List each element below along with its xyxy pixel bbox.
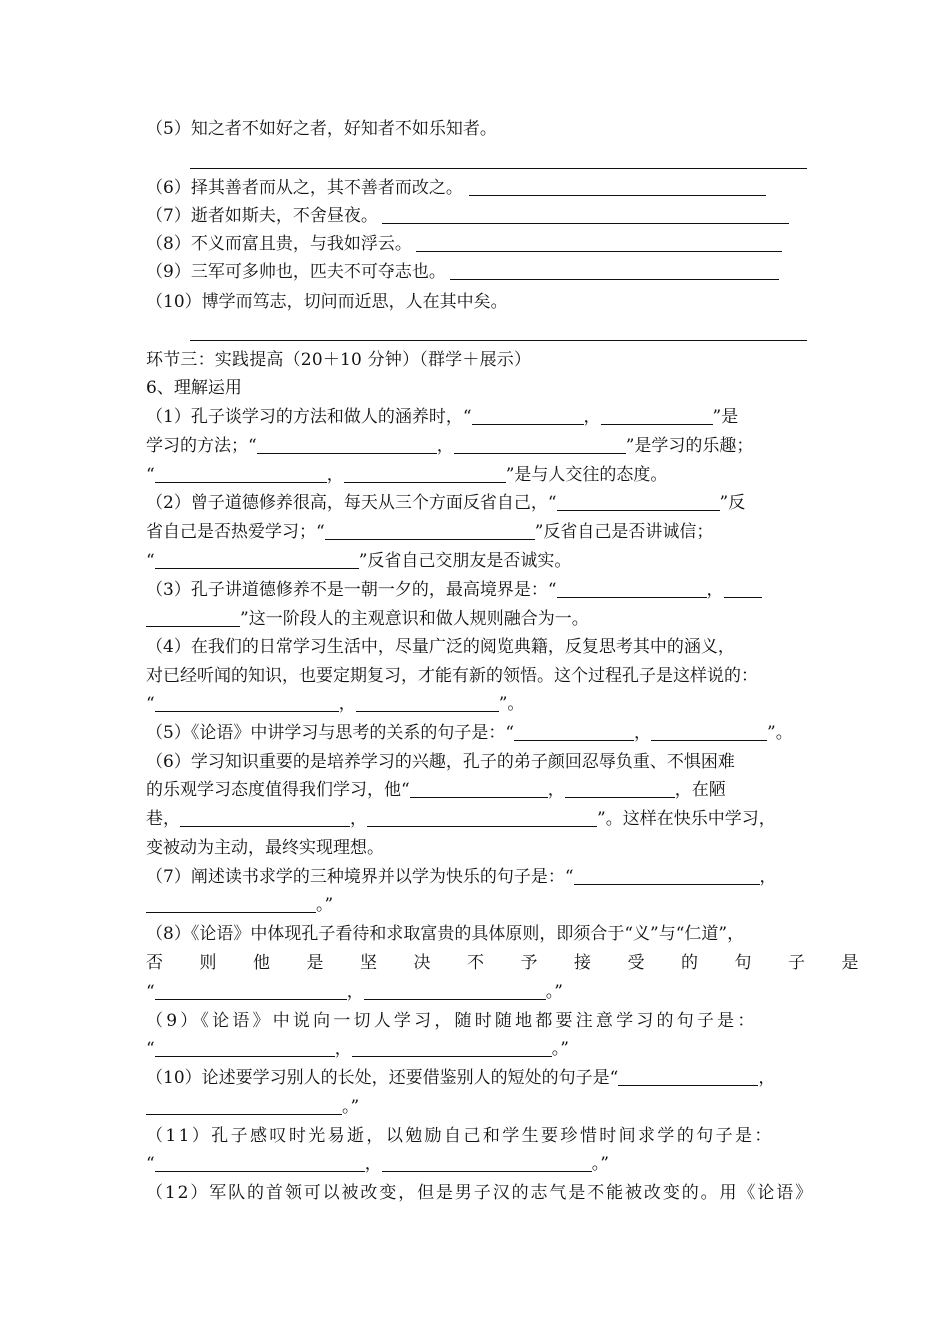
q7-blank-1[interactable] xyxy=(574,867,760,885)
q8-text-b: 否则他是坚决不予接受的句子是 xyxy=(146,953,895,973)
q8-blank-1[interactable] xyxy=(155,982,347,1000)
q5-blank-2[interactable] xyxy=(651,723,767,741)
q3-blank-2a[interactable] xyxy=(724,580,762,598)
q6-text-f: ， xyxy=(350,809,367,829)
q10-text-a: （10）论述要学习别人的长处，还要借鉴别人的短处的句子是“ xyxy=(146,1068,619,1088)
section-3-title: 环节三：实践提高（20＋10 分钟）（群学＋展示） xyxy=(146,350,532,370)
q2-text-c: 省自己是否热爱学习；“ xyxy=(146,522,325,542)
q3-text-c: ”这一阶段人的主观意识和做人规则融合为一。 xyxy=(240,609,589,629)
q1-text-d: 学习的方法；“ xyxy=(146,436,257,456)
q12-line-1: （12）军队的首领可以被改变，但是男子汉的志气是不能被改变的。用《论语》 xyxy=(146,1183,815,1203)
q1-text-h: ， xyxy=(326,465,344,485)
item-9 xyxy=(146,261,812,283)
q8-blank-2[interactable] xyxy=(364,982,546,1000)
q10-blank-2[interactable] xyxy=(146,1097,342,1115)
q1-blank-6[interactable] xyxy=(344,465,506,483)
q1-blank-5[interactable] xyxy=(155,465,327,483)
q6-blank-3[interactable] xyxy=(180,809,350,827)
q5-text-b: ， xyxy=(634,723,652,743)
q6-line-2 xyxy=(146,779,812,801)
q1-blank-3[interactable] xyxy=(257,436,437,454)
item-8 xyxy=(146,233,812,255)
q6-blank-2[interactable] xyxy=(565,780,675,798)
q10-blank-1[interactable] xyxy=(618,1068,758,1086)
answer-blank-8[interactable] xyxy=(416,234,782,252)
q3-line-1 xyxy=(146,579,812,601)
item-6-text: （6）择其善者而从之，其不善者而改之。 xyxy=(146,178,463,198)
q11-text-d: 。” xyxy=(591,1154,609,1174)
q4-line-3 xyxy=(146,693,812,715)
q6-text-e: 巷， xyxy=(146,809,180,829)
q4-line-1: （4）在我们的日常学习生活中，尽量广泛的阅览典籍，反复思考其中的涵义， xyxy=(146,637,735,657)
q9-line-2 xyxy=(146,1038,812,1060)
q1-text-i: ”是与人交往的态度。 xyxy=(505,465,668,485)
q3-text-a: （3）孔子讲道德修养不是一朝一夕的，最高境界是：“ xyxy=(146,580,557,600)
q1-line-2 xyxy=(146,435,812,457)
q7-blank-2[interactable] xyxy=(146,895,316,913)
q7-line-1 xyxy=(146,866,812,888)
q6-blank-1[interactable] xyxy=(410,780,548,798)
q10-text-b: ， xyxy=(758,1068,776,1088)
q2-line-2 xyxy=(146,521,812,543)
q2-text-d: ”反省自己是否讲诚信； xyxy=(534,522,714,542)
q1-blank-1[interactable] xyxy=(472,407,584,425)
q6-line-4: 变被动为主动，最终实现理想。 xyxy=(146,838,384,858)
item-8-text: （8）不义而富且贵，与我如浮云。 xyxy=(146,234,412,254)
q9-blank-1[interactable] xyxy=(155,1039,335,1057)
q6-text-d: ，在陋 xyxy=(674,780,726,800)
item-6 xyxy=(146,177,812,199)
q10-line-1 xyxy=(146,1067,812,1089)
section-3-subtitle: 6、理解运用 xyxy=(146,378,242,398)
q9-text-c: ， xyxy=(334,1039,352,1059)
q10-line-2 xyxy=(146,1096,812,1118)
q5-blank-1[interactable] xyxy=(514,723,634,741)
q9-line-1: （9）《论语》中说向一切人学习，随时随地都要注意学习的句子是： xyxy=(146,1011,758,1031)
item-10: （10）博学而笃志，切问而近思，人在其中矣。 xyxy=(146,292,508,312)
q6-text-c: ， xyxy=(547,780,565,800)
q2-blank-1[interactable] xyxy=(557,493,720,511)
q3-blank-1[interactable] xyxy=(557,580,707,598)
q2-blank-2[interactable] xyxy=(325,522,535,540)
q8-line-1: （8）《论语》中体现孔子看待和求取富贵的具体原则，即须合于“义”与“仁道”， xyxy=(146,924,745,944)
q8-text-d: ， xyxy=(346,982,364,1002)
q1-text-e: ， xyxy=(436,436,454,456)
q11-line-2 xyxy=(146,1153,812,1175)
q5-line-1 xyxy=(146,722,812,744)
q7-text-c: 。” xyxy=(316,895,334,915)
q1-line-3 xyxy=(146,464,812,486)
answer-line-10[interactable] xyxy=(190,340,807,341)
q4-text-e: ”。 xyxy=(498,694,525,714)
q5-text-a: （5）《论语》中讲学习与思考的关系的句子是：“ xyxy=(146,723,515,743)
q9-text-b: “ xyxy=(146,1039,155,1059)
item-7-text: （7）逝者如斯夫，不舍昼夜。 xyxy=(146,206,378,226)
q6-text-g: ”。这样在快乐中学习， xyxy=(597,809,776,829)
q1-text-c: ”是 xyxy=(712,407,739,427)
q10-text-c: 。” xyxy=(342,1097,360,1117)
q3-line-2 xyxy=(146,608,812,630)
q4-line-2: 对已经听闻的知识，也要定期复习，才能有新的领悟。这个过程孔子是这样说的： xyxy=(146,666,758,686)
q9-text-d: 。” xyxy=(551,1039,569,1059)
q1-text-a: （1）孔子谈学习的方法和做人的涵养时，“ xyxy=(146,407,472,427)
item-9-text: （9）三军可多帅也，匹夫不可夺志也。 xyxy=(146,262,446,282)
q4-text-c: “ xyxy=(146,694,155,714)
q8-text-c: “ xyxy=(146,982,155,1002)
q11-text-b: “ xyxy=(146,1154,155,1174)
q3-text-b: ， xyxy=(706,580,724,600)
q6-line-1: （6）学习知识重要的是培养学习的兴趣，孔子的弟子颜回忍辱负重、不惧困难 xyxy=(146,752,735,772)
q1-text-f: ”是学习的乐趣； xyxy=(625,436,754,456)
answer-blank-7[interactable] xyxy=(382,206,789,224)
q1-line-1 xyxy=(146,406,812,428)
q2-line-3 xyxy=(146,550,812,572)
q8-text-e: 。” xyxy=(545,982,563,1002)
q7-text-b: ， xyxy=(759,867,777,887)
q4-blank-1[interactable] xyxy=(155,694,339,712)
q2-blank-3[interactable] xyxy=(155,551,359,569)
q11-line-1: （11）孔子感叹时光易逝，以勉励自己和学生要珍惜时间求学的句子是： xyxy=(146,1126,774,1146)
item-5: （5）知之者不如好之者，好知者不如乐知者。 xyxy=(146,119,497,139)
q6-text-b: 的乐观学习态度值得我们学习，他“ xyxy=(146,780,410,800)
q8-line-3 xyxy=(146,981,812,1003)
q1-text-b: ， xyxy=(583,407,601,427)
q2-line-1 xyxy=(146,492,812,514)
q11-blank-1[interactable] xyxy=(155,1154,365,1172)
q3-blank-2b[interactable] xyxy=(146,609,240,627)
q4-text-d: ， xyxy=(338,694,356,714)
q11-blank-2[interactable] xyxy=(382,1154,592,1172)
q8-line-2 xyxy=(146,952,895,974)
q6-line-3 xyxy=(146,808,812,830)
answer-line-5[interactable] xyxy=(190,168,807,169)
q2-text-e: “ xyxy=(146,551,155,571)
q2-text-b: ”反 xyxy=(719,493,746,513)
answer-blank-9[interactable] xyxy=(450,262,779,280)
q7-text-a: （7）阐述读书求学的三种境界并以学为快乐的句子是：“ xyxy=(146,867,574,887)
q6-blank-4[interactable] xyxy=(367,809,597,827)
q1-blank-2[interactable] xyxy=(601,407,713,425)
q4-blank-2[interactable] xyxy=(356,694,499,712)
q5-text-c: ”。 xyxy=(767,723,793,743)
q2-text-a: （2）曾子道德修养很高，每天从三个方面反省自己，“ xyxy=(146,493,557,513)
q9-blank-2[interactable] xyxy=(352,1039,552,1057)
q7-line-2 xyxy=(146,894,812,916)
q1-text-g: “ xyxy=(146,465,155,485)
answer-blank-6[interactable] xyxy=(469,178,766,196)
q2-text-f: ”反省自己交朋友是否诚实。 xyxy=(358,551,572,571)
q11-text-c: ， xyxy=(364,1154,382,1174)
q1-blank-4[interactable] xyxy=(454,436,626,454)
item-7 xyxy=(146,205,812,227)
